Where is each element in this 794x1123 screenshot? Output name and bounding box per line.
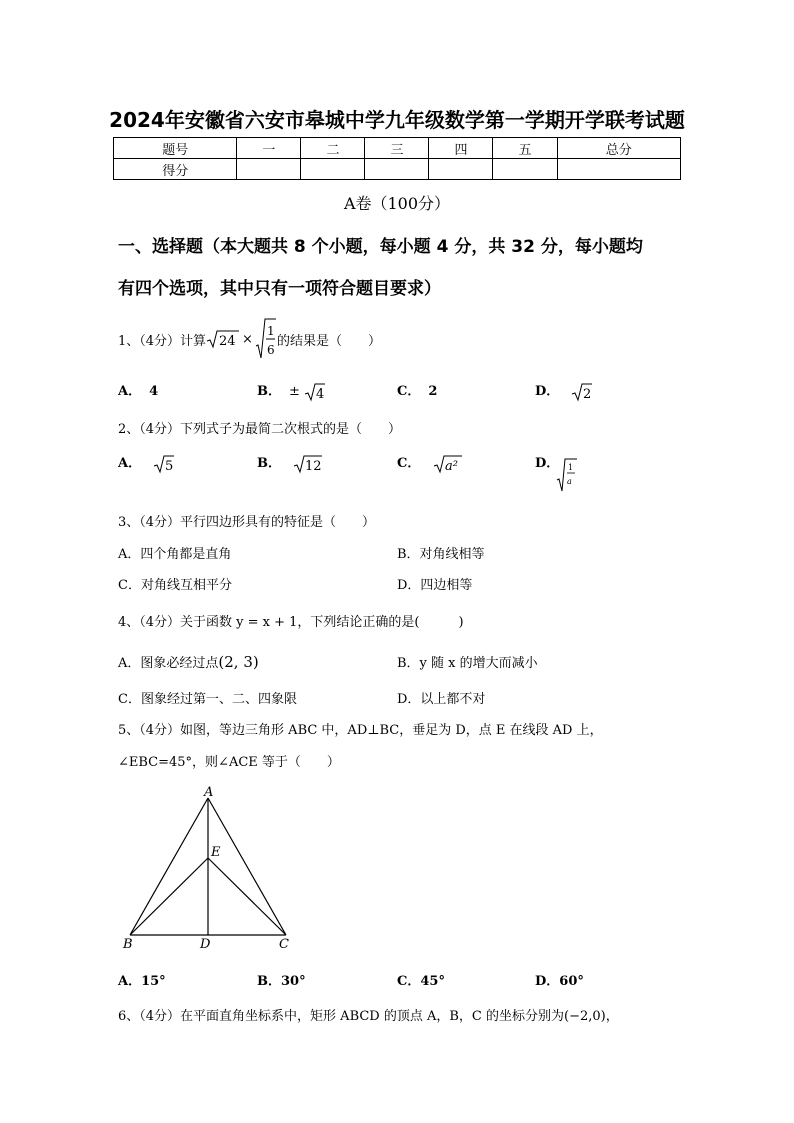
score-header-cell: 总分: [557, 138, 681, 159]
q4-point: (2, 3): [218, 653, 259, 671]
question-2: 2、（4分）下列式子为最简二次根式的是（ ）: [118, 422, 402, 437]
segment-be: [130, 858, 208, 935]
score-table-header-row: [114, 138, 681, 159]
frac-numerator: 1: [266, 324, 275, 338]
triangle-figure: [118, 782, 308, 954]
svg-text:5: 5: [165, 458, 174, 474]
sqrt-5: [153, 454, 175, 474]
sqrt-2: [571, 382, 593, 402]
section-heading-line1: 一、选择题（本大题共 8 个小题，每小题 4 分，共 32 分，每小题均: [118, 237, 643, 257]
sqrt-one-sixth: [255, 318, 277, 360]
question-1: [118, 318, 381, 360]
score-header-cell: 四: [429, 138, 493, 159]
score-header-cell: 二: [301, 138, 365, 159]
question-3: 3、（4分）平行四边形具有的特征是（ ）: [118, 515, 376, 530]
question-4: 4、（4分）关于函数 y = x + 1，下列结论正确的是( ): [118, 615, 464, 630]
q4-option-d[interactable]: D．以上都不对: [397, 692, 486, 707]
sqrt-12: [293, 454, 323, 474]
label-a: A: [204, 785, 214, 800]
score-header-cell: 五: [493, 138, 557, 159]
question-5-line1: 5、（4分）如图，等边三角形 ABC 中，AD⊥BC，垂足为 D，点 E 在线段 AD 上，: [118, 723, 603, 738]
svg-text:12: 12: [305, 458, 322, 474]
svg-text:2: 2: [583, 386, 592, 402]
q5-option-c[interactable]: C．45°: [397, 974, 445, 989]
q3-option-c[interactable]: C．对角线互相平分: [118, 578, 232, 593]
sqrt-24-radicand: 24: [219, 334, 236, 349]
svg-text:4: 4: [316, 386, 325, 402]
q1-prefix: 1、（4分）计算: [118, 333, 207, 349]
score-input-cell[interactable]: [301, 159, 365, 180]
exam-title: 2024年安徽省六安市皋城中学九年级数学第一学期开学联考试题: [109, 108, 685, 132]
q1-suffix: 的结果是（ ）: [276, 333, 381, 349]
q3-option-d[interactable]: D．四边相等: [397, 578, 473, 593]
q3-option-a[interactable]: A．四个角都是直角: [118, 547, 232, 562]
question-6: 6、（4分）在平面直角坐标系中，矩形 ABCD 的顶点 A，B，C 的坐标分别为(−2,0)，: [118, 1009, 619, 1024]
score-input-cell[interactable]: [429, 159, 493, 180]
q4-option-c[interactable]: C．图象经过第一、二、四象限: [118, 692, 297, 707]
paper-label: A卷（100分）: [343, 194, 451, 213]
q1-times: ×: [242, 331, 253, 347]
label-d: D: [200, 937, 211, 952]
score-header-cell: 一: [237, 138, 301, 159]
svg-text:a²: a²: [444, 458, 458, 474]
q4-option-b[interactable]: B．y 随 x 的增大而减小: [397, 656, 538, 671]
q1-option-a[interactable]: A． 4: [118, 384, 159, 399]
label-b: B: [123, 937, 133, 952]
score-input-cell[interactable]: [493, 159, 557, 180]
score-header-cell: 三: [365, 138, 429, 159]
score-row-label: 得分: [114, 159, 237, 180]
score-input-cell[interactable]: [365, 159, 429, 180]
q1-option-d[interactable]: D． 2: [535, 380, 593, 402]
svg-text:a: a: [567, 477, 572, 486]
q5-option-a[interactable]: A．15°: [118, 974, 166, 989]
q4-option-a[interactable]: A．图象必经过点(2, 3): [118, 653, 259, 671]
score-input-cell[interactable]: [237, 159, 301, 180]
score-header-cell: 题号: [114, 138, 237, 159]
q2-option-b[interactable]: B． 12: [257, 452, 323, 474]
q2-option-d[interactable]: D．: [535, 456, 560, 471]
q2-option-c[interactable]: C． a²: [397, 452, 463, 474]
score-table: [113, 137, 681, 180]
q5-option-d[interactable]: D．60°: [535, 974, 584, 989]
score-input-cell[interactable]: [557, 159, 681, 180]
question-5-line2: ∠EBC=45°，则∠ACE 等于（ ）: [118, 755, 340, 770]
q1-option-b[interactable]: B． ± 4: [257, 380, 326, 402]
segment-ac: [208, 798, 286, 935]
q5-option-b[interactable]: B．30°: [257, 974, 306, 989]
sqrt-a-squared: [433, 454, 463, 474]
label-e: E: [211, 845, 221, 860]
sqrt-4: [304, 382, 326, 402]
label-c: C: [279, 937, 289, 952]
segment-ab: [130, 798, 208, 935]
q1-option-c[interactable]: C． 2: [397, 384, 438, 399]
svg-text:1: 1: [568, 463, 574, 472]
segment-ec: [208, 858, 286, 935]
section-heading-line2: 有四个选项，其中只有一项符合题目要求）: [118, 279, 441, 299]
q2-option-a[interactable]: A． 5: [118, 452, 175, 474]
q3-option-b[interactable]: B．对角线相等: [397, 547, 485, 562]
sqrt-one-over-a: [556, 458, 578, 492]
frac-denominator: 6: [266, 343, 275, 357]
sqrt-24: [206, 329, 240, 349]
score-table-row: [114, 159, 681, 180]
